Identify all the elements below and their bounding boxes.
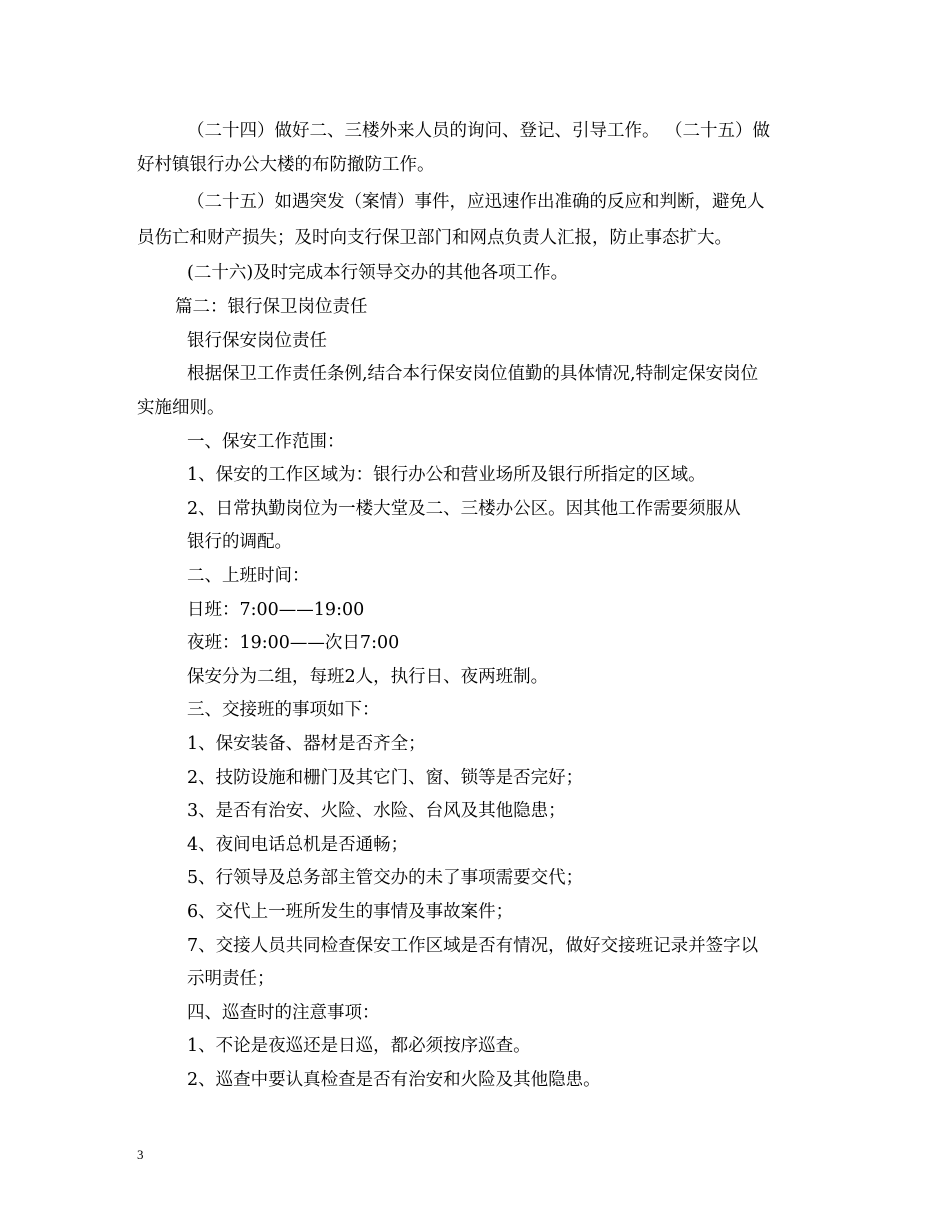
text-line: 2、技防设施和栅门及其它门、窗、锁等是否完好； (187, 768, 584, 788)
text-line: （二十五）如遇突发（案情）事件，应迅速作出准确的反应和判断，避免人 (187, 192, 765, 212)
text-line: 银行保安岗位责任 (187, 331, 327, 351)
text-line: 二、上班时间： (187, 566, 310, 586)
text-line: 2、日常执勤岗位为一楼大堂及二、三楼办公区。因其他工作需要须服从 (187, 499, 741, 519)
text-line: 好村镇银行办公大楼的布防撤防工作。 (137, 155, 435, 175)
text-line: 6、交代上一班所发生的事情及事故案件； (187, 902, 514, 922)
text-line: 1、保安装备、器材是否齐全； (187, 734, 426, 754)
text-line: 1、保安的工作区域为：银行办公和营业场所及银行所指定的区域。 (187, 465, 706, 485)
text-line: 5、行领导及总务部主管交办的未了事项需要交代； (187, 868, 584, 888)
text-line: 示明责任； (187, 969, 275, 989)
text-line: 实施细则。 (137, 398, 225, 418)
text-line: 三、交接班的事项如下： (187, 700, 380, 720)
text-line: 3、是否有治安、火险、水险、台风及其他隐患； (187, 801, 566, 821)
text-line: (二十六)及时完成本行领导交办的其他各项工作。 (187, 263, 569, 283)
text-line: 夜班：19:00——次日7:00 (187, 633, 400, 653)
text-line: 四、巡查时的注意事项： (187, 1003, 380, 1023)
text-line: 1、不论是夜巡还是日巡，都必须按序巡查。 (187, 1036, 531, 1056)
text-line: 2、巡查中要认真检查是否有治安和火险及其他隐患。 (187, 1070, 601, 1090)
section-heading: 篇二：银行保卫岗位责任 (175, 297, 368, 317)
page-number: 3 (137, 1147, 144, 1162)
text-line: 7、交接人员共同检查保安工作区域是否有情况，做好交接班记录并签字以 (187, 936, 759, 956)
text-line: （二十四）做好二、三楼外来人员的询问、登记、引导工作。 （二十五）做 (187, 121, 771, 141)
text-line: 员伤亡和财产损失；及时向支行保卫部门和网点负责人汇报，防止事态扩大。 (137, 228, 732, 248)
text-line: 根据保卫工作责任条例,结合本行保安岗位值勤的具体情况,特制定保安岗位 (187, 364, 759, 384)
text-line: 4、夜间电话总机是否通畅； (187, 835, 409, 855)
text-line: 保安分为二组，每班2人，执行日、夜两班制。 (187, 667, 549, 687)
text-line: 银行的调配。 (187, 532, 292, 552)
text-line: 日班：7:00——19:00 (187, 600, 365, 620)
text-line: 一、保安工作范围： (187, 432, 345, 452)
